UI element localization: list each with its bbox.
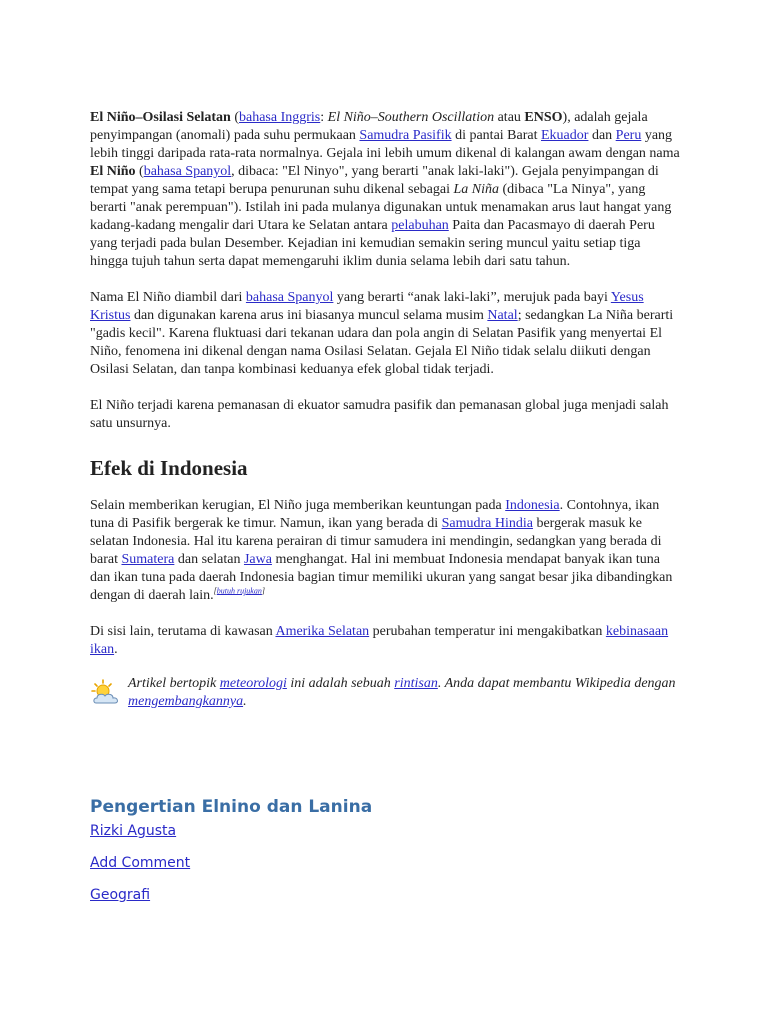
- link-pelabuhan[interactable]: pelabuhan: [391, 218, 449, 233]
- paragraph-intro: El Niño–Osilasi Selatan (bahasa Inggris: El Niño–Southern Oscillation atau ENSO), adalah gejala penyimpangan (anomali) pada suhu permukaan Samudra Pasifik di pantai Barat Ekuador dan Peru yang lebih tinggi daripada rata-rata normalnya. Gejala ini lebih umum dikenal di kalangan awam dengan nama El Niño (bahasa Spanyol, dibaca: "El Ninyo", yang berarti "anak laki-laki"). Gejala penyimpangan di tempat yang sama tetapi berupa penurunan suhu dikenal sebagai La Niña (dibaca "La Ninya", yang berarti "anak perempuan"). Istilah ini pada mulanya digunakan untuk menamakan arus laut hangat yang kadang-kadang mengalir dari Utara ke Selatan antara pelabuhan Paita dan Pacasmayo di daerah Peru yang terjadi pada bulan Desember. Kejadian ini kemudian semakin sering muncul yaitu setiap tiga hingga tujuh tahun serta dapat memengaruhi iklim dunia selama lebih dari satu tahun.: [90, 110, 680, 269]
- link-butuh-rujukan[interactable]: butuh rujukan: [216, 586, 262, 596]
- link-bahasa-inggris[interactable]: bahasa Inggris: [238, 110, 321, 125]
- link-samudra-hindia[interactable]: Samudra Hindia: [441, 516, 533, 531]
- category-link[interactable]: Geografi: [90, 887, 151, 903]
- link-amerika-selatan[interactable]: Amerika Selatan: [275, 624, 370, 639]
- link-sumatera[interactable]: Sumatera: [121, 552, 175, 567]
- paragraph-effects: Selain memberikan kerugian, El Niño juga memberikan keuntungan pada Indonesia. Contohnya, ikan tuna di Pasifik bergerak ke timur. Namun, ikan yang berada di Samudra Hindia bergerak masuk ke selatan Indonesia. Hal itu karena perairan di timur samudera ini mendingin, sedangkan yang berada di barat Sumatera dan selatan Jawa menghangat. Hal ini membuat Indonesia mendapat banyak ikan tuna dan ikan tuna pada daerah Indonesia bagian timur memiliki ukuran yang sangat besar jika dibandingkan dengan di daerah lain.[butuh rujukan]: [90, 498, 673, 603]
- citation-needed: [butuh rujukan]: [213, 586, 265, 596]
- link-yesus-kristus[interactable]: Yesus Kristus: [90, 290, 644, 323]
- post-title: Pengertian Elnino dan Lanina: [90, 797, 373, 817]
- stub-text: Artikel bertopik meteorologi ini adalah sebuah rintisan. Anda dapat membantu Wikipedia dengan mengembangkannya.: [128, 676, 676, 709]
- paragraph-south-america: Di sisi lain, terutama di kawasan Amerika Selatan perubahan temperatur ini mengakibatkan kebinasaan ikan.: [90, 624, 669, 657]
- link-meteorologi[interactable]: meteorologi: [219, 676, 287, 691]
- section-heading: Efek di Indonesia: [90, 456, 248, 480]
- term-enso: El Niño–Osilasi Selatan: [90, 110, 231, 125]
- link-ekuador[interactable]: Ekuador: [541, 128, 589, 143]
- link-bahasa-spanyol[interactable]: bahasa Spanyol: [143, 164, 232, 179]
- link-bahasa-spanyol-2[interactable]: bahasa Spanyol: [245, 290, 334, 305]
- link-indonesia[interactable]: Indonesia: [505, 498, 560, 513]
- post-footer: [90, 796, 372, 904]
- link-kebinasaan-ikan[interactable]: kebinasaan ikan: [90, 624, 669, 657]
- link-samudra-pasifik[interactable]: Samudra Pasifik: [359, 128, 452, 143]
- article-body: [90, 109, 680, 711]
- weather-sun-cloud-icon: [90, 677, 122, 709]
- paragraph-name-origin: Nama El Niño diambil dari bahasa Spanyol yang berarti “anak laki-laki”, merujuk pada bayi Yesus Kristus dan digunakan karena arus ini biasanya muncul selama musim Natal; sedangkan La Niña berarti "gadis kecil". Karena fluktuasi dari tekanan udara dan pola angin di Selatan Pasifik yang menyertai El Niño, fenomena ini dikenal dengan nama Osilasi Selatan. Gejala El Niño tidak selalu diikuti dengan Osilasi Selatan, dan tanpa kombinasi keduanya efek global tidak terjadi.: [90, 290, 674, 377]
- link-peru[interactable]: Peru: [615, 128, 642, 143]
- link-rintisan[interactable]: rintisan: [394, 676, 438, 691]
- author-link[interactable]: Rizki Agusta: [90, 823, 177, 839]
- link-mengembangkannya[interactable]: mengembangkannya: [128, 694, 244, 709]
- add-comment-link[interactable]: Add Comment: [90, 855, 191, 871]
- link-natal[interactable]: Natal: [487, 308, 518, 323]
- stub-notice: [90, 675, 680, 711]
- paragraph-cause: El Niño terjadi karena pemanasan di ekuator samudra pasifik dan pemanasan global juga menjadi salah satu unsurnya.: [90, 398, 669, 431]
- link-jawa[interactable]: Jawa: [243, 552, 272, 567]
